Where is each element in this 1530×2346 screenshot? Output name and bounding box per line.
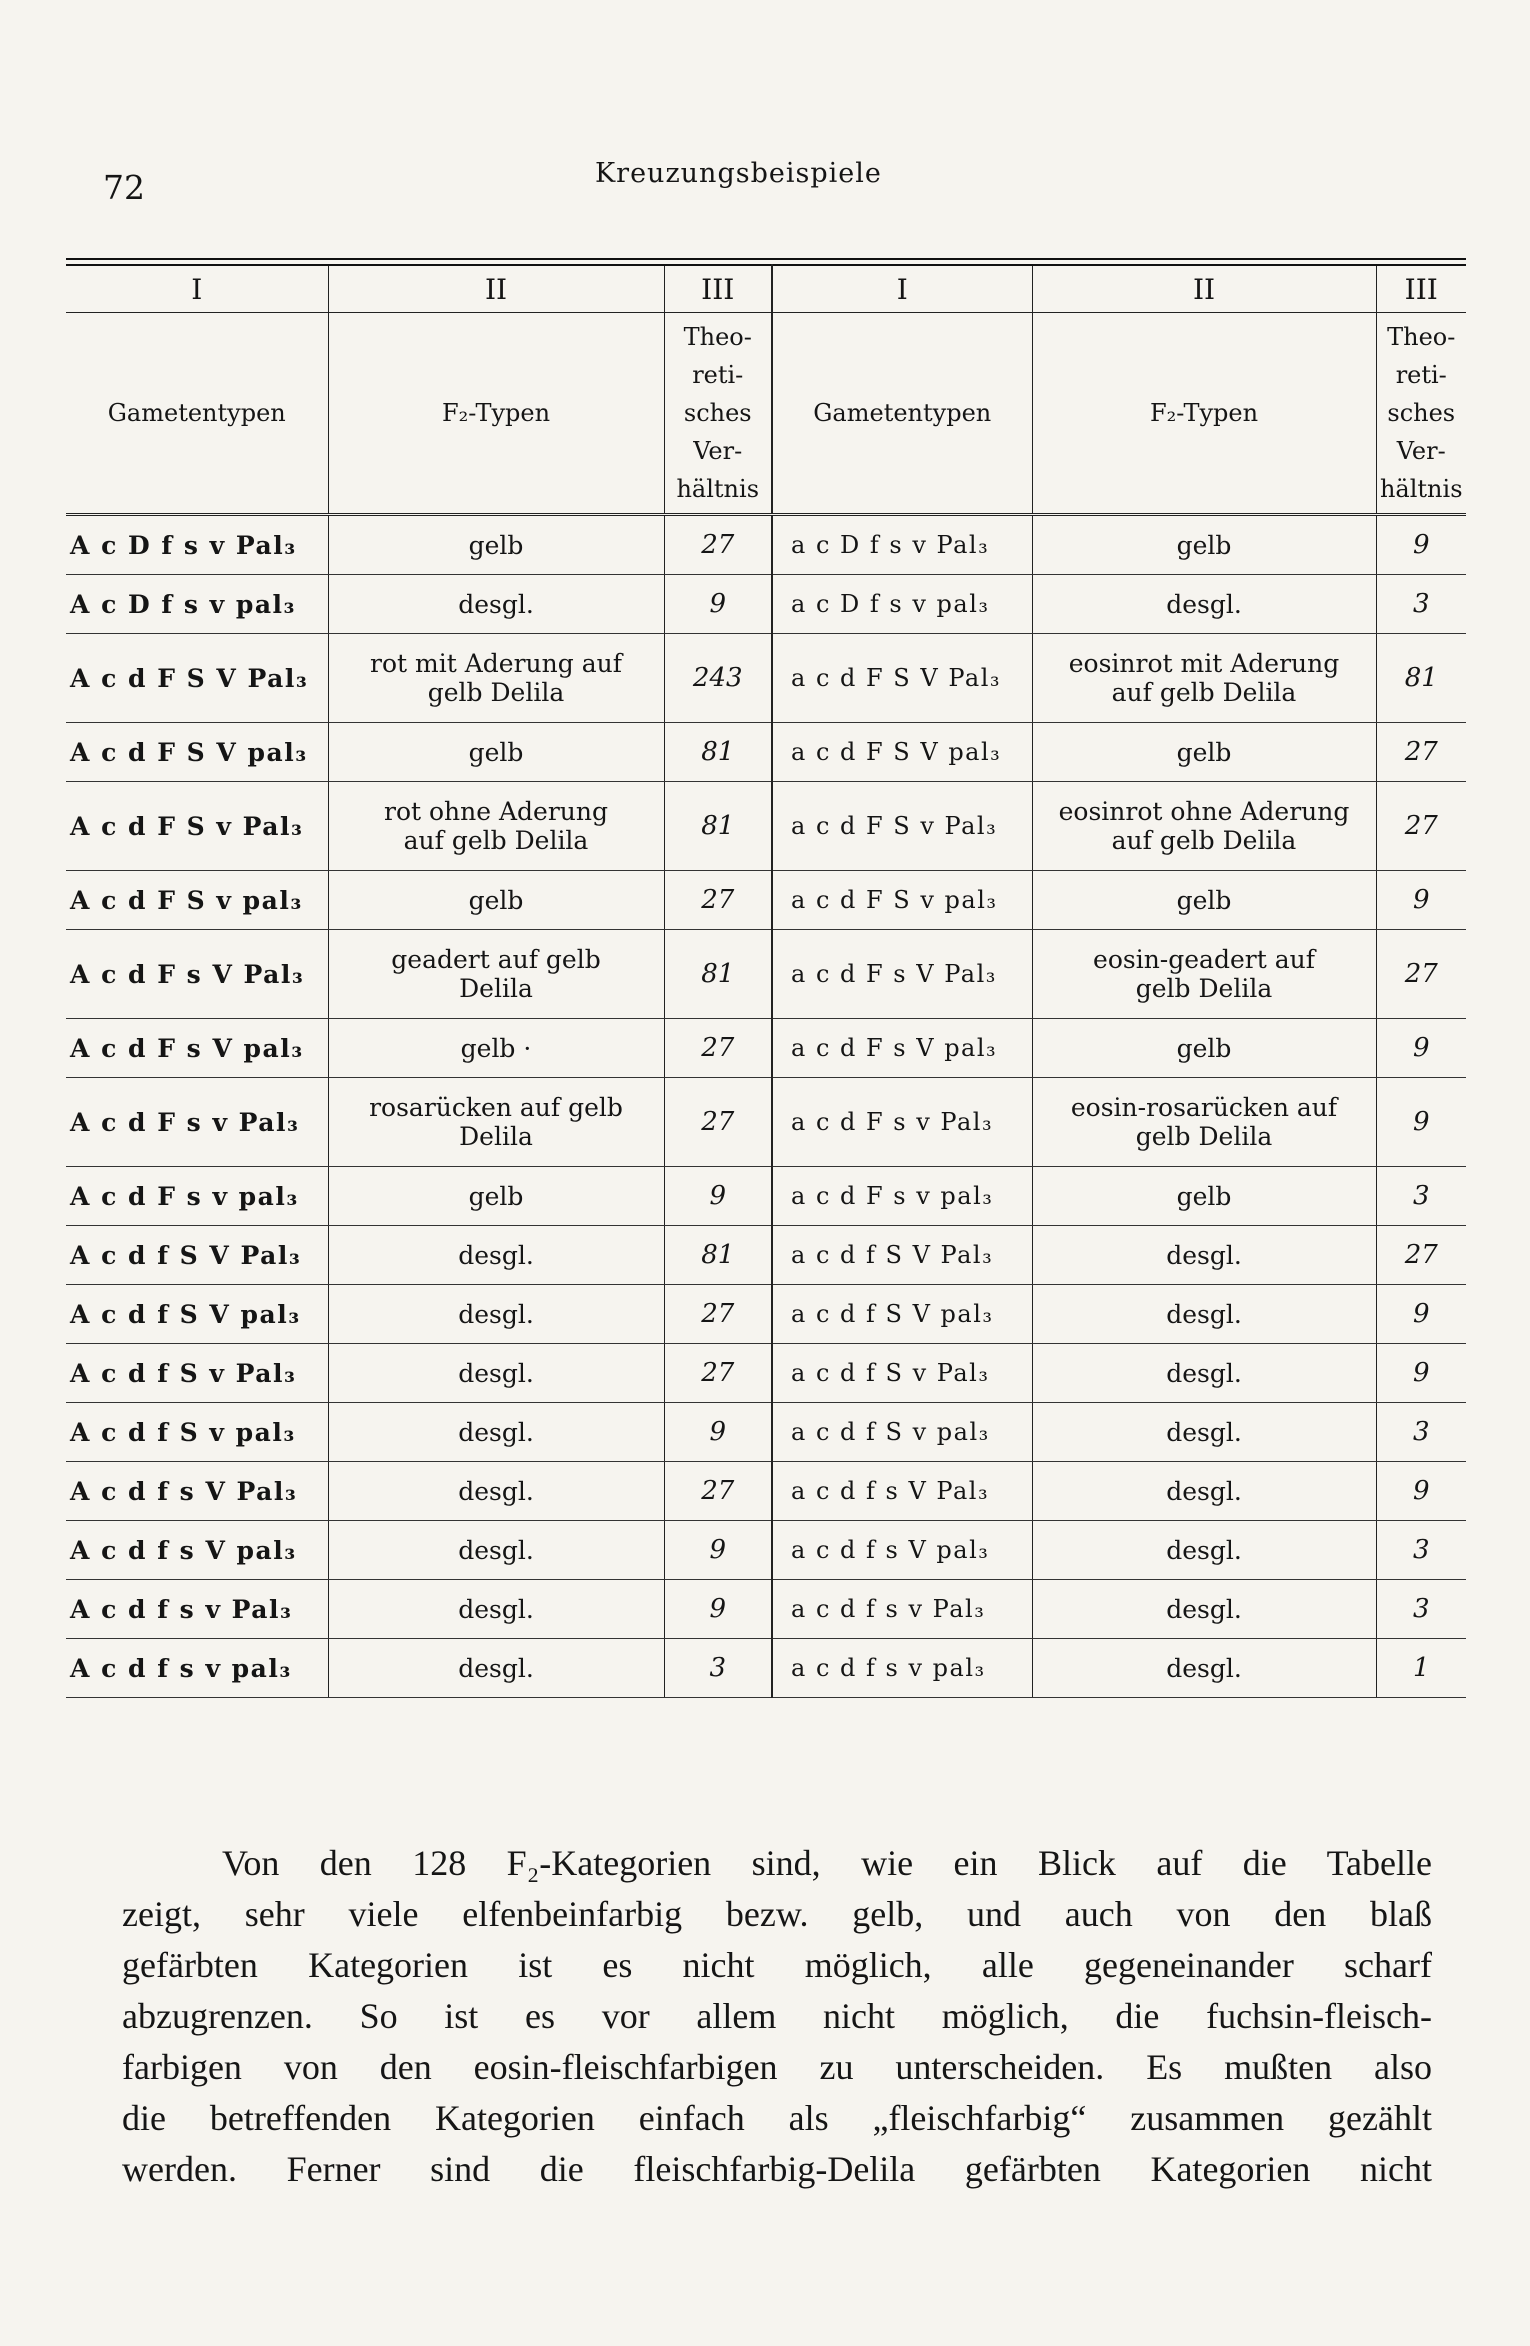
table-body xyxy=(66,515,1466,1698)
ratio-cell: 9 xyxy=(664,1580,772,1639)
f2-type-cell xyxy=(328,634,664,723)
f2-type-cell xyxy=(1032,1344,1376,1403)
f2-type-line: rosarücken auf gelb xyxy=(369,1093,623,1122)
f2-type-line: gelb xyxy=(468,737,524,767)
gamete-type-cell: A c d F s V pal₃ xyxy=(66,1019,328,1078)
table-row xyxy=(66,782,1466,871)
f2-type-line: eosinrot mit Aderung xyxy=(1068,649,1340,678)
f2-type-cell xyxy=(328,1580,664,1639)
table-row xyxy=(66,1019,1466,1078)
f2-type-line: geadert auf gelb xyxy=(391,945,601,974)
paragraph-line: die betreffenden Kategorien einfach als „fleischfarbig“ zusammen gezählt xyxy=(122,2098,1432,2138)
gamete-table xyxy=(66,264,1466,1698)
roman-header-row xyxy=(66,265,1466,313)
header-f2-types: F₂-Typen xyxy=(328,313,664,515)
gamete-type-cell: a c d F s v Pal₃ xyxy=(772,1078,1032,1167)
f2-type-line: gelb xyxy=(1176,737,1232,767)
gamete-type-cell: a c d F s v pal₃ xyxy=(772,1167,1032,1226)
f2-type-cell xyxy=(328,930,664,1019)
paragraph-line: werden. Ferner sind die fleischfarbig-Delila gefärbten Kategorien nicht xyxy=(122,2149,1432,2189)
f2-type-line: desgl. xyxy=(1166,1358,1242,1388)
running-head: Kreuzungsbeispiele xyxy=(595,158,882,189)
f2-type-line: gelb xyxy=(1176,530,1232,560)
gamete-type-cell: A c d F s v Pal₃ xyxy=(66,1078,328,1167)
gamete-type-cell: a c d F S V Pal₃ xyxy=(772,634,1032,723)
f2-type-line: desgl. xyxy=(1166,1653,1242,1683)
gamete-type-cell: a c d F S V pal₃ xyxy=(772,723,1032,782)
f2-type-line: gelb · xyxy=(460,1033,532,1063)
ratio-cell: 9 xyxy=(664,1521,772,1580)
gamete-type-cell: A c d f S V Pal₃ xyxy=(66,1226,328,1285)
gamete-type-cell: a c D f s v pal₃ xyxy=(772,575,1032,634)
f2-type-line: desgl. xyxy=(1166,1476,1242,1506)
f2-type-line: desgl. xyxy=(458,1240,534,1270)
header-ratio xyxy=(1376,313,1466,515)
f2-type-line: desgl. xyxy=(458,1653,534,1683)
ratio-cell: 27 xyxy=(1376,723,1466,782)
gamete-type-cell: A c d f S v Pal₃ xyxy=(66,1344,328,1403)
ratio-cell: 9 xyxy=(1376,1344,1466,1403)
gamete-type-cell: A c d F s v pal₃ xyxy=(66,1167,328,1226)
f2-type-cell xyxy=(328,575,664,634)
table-row xyxy=(66,1580,1466,1639)
f2-type-line: desgl. xyxy=(1166,589,1242,619)
paragraph-line: farbigen von den eosin-fleischfarbigen zu unterscheiden. Es mußten also xyxy=(122,2047,1432,2087)
gamete-type-cell: A c d F S V Pal₃ xyxy=(66,634,328,723)
f2-type-line: gelb xyxy=(468,1181,524,1211)
f2-type-line: auf gelb Delila xyxy=(1111,826,1297,855)
table-top-rule xyxy=(66,258,1466,260)
f2-type-cell xyxy=(1032,871,1376,930)
f2-type-cell xyxy=(1032,782,1376,871)
gamete-type-cell: A c d f S v pal₃ xyxy=(66,1403,328,1462)
gamete-type-cell: a c d F s V Pal₃ xyxy=(772,930,1032,1019)
header-ratio-line: Theo- xyxy=(1387,323,1456,351)
f2-type-line: eosin-rosarücken auf xyxy=(1070,1093,1338,1122)
gamete-type-cell: a c d F s V pal₃ xyxy=(772,1019,1032,1078)
gamete-type-cell: A c d f s V Pal₃ xyxy=(66,1462,328,1521)
f2-type-line: desgl. xyxy=(1166,1240,1242,1270)
f2-type-cell xyxy=(328,1285,664,1344)
roman-numeral: III xyxy=(1376,265,1466,313)
ratio-cell: 1 xyxy=(1376,1639,1466,1698)
f2-type-line: gelb xyxy=(468,885,524,915)
ratio-cell: 81 xyxy=(664,930,772,1019)
f2-type-line: desgl. xyxy=(1166,1594,1242,1624)
ratio-cell: 3 xyxy=(1376,1580,1466,1639)
f2-type-line: desgl. xyxy=(1166,1299,1242,1329)
ratio-cell: 27 xyxy=(664,1019,772,1078)
header-ratio-line: hältnis xyxy=(676,475,760,503)
table-row xyxy=(66,1462,1466,1521)
f2-type-line: gelb Delila xyxy=(1135,974,1273,1003)
f2-type-cell xyxy=(328,782,664,871)
f2-type-cell xyxy=(328,1521,664,1580)
ratio-cell: 27 xyxy=(1376,782,1466,871)
header-f2-types: F₂-Typen xyxy=(1032,313,1376,515)
f2-type-cell xyxy=(328,1167,664,1226)
roman-numeral: II xyxy=(328,265,664,313)
f2-type-line: desgl. xyxy=(1166,1417,1242,1447)
gamete-type-cell: A c d f s v Pal₃ xyxy=(66,1580,328,1639)
header-ratio xyxy=(664,313,772,515)
f2-type-line: auf gelb Delila xyxy=(1111,678,1297,707)
f2-type-line: rot mit Aderung auf xyxy=(370,649,622,678)
header-ratio-line: Ver- xyxy=(1396,437,1446,465)
gamete-type-cell: a c d f S V pal₃ xyxy=(772,1285,1032,1344)
f2-type-cell xyxy=(328,1462,664,1521)
gamete-type-cell: a c d f s v Pal₃ xyxy=(772,1580,1032,1639)
f2-type-cell xyxy=(1032,1078,1376,1167)
ratio-cell: 3 xyxy=(1376,575,1466,634)
f2-type-line: desgl. xyxy=(458,1299,534,1329)
ratio-cell: 81 xyxy=(664,1226,772,1285)
f2-type-cell xyxy=(328,723,664,782)
body-paragraph xyxy=(122,1838,1432,2195)
ratio-cell: 9 xyxy=(1376,871,1466,930)
f2-type-cell xyxy=(328,1019,664,1078)
ratio-cell: 9 xyxy=(1376,1462,1466,1521)
ratio-cell: 27 xyxy=(664,871,772,930)
gamete-type-cell: a c D f s v Pal₃ xyxy=(772,515,1032,575)
f2-type-line: gelb Delila xyxy=(1135,1122,1273,1151)
f2-type-cell xyxy=(328,871,664,930)
column-header-row xyxy=(66,313,1466,515)
f2-type-cell xyxy=(328,1403,664,1462)
f2-type-line: desgl. xyxy=(458,1535,534,1565)
gamete-type-cell: A c d f S V pal₃ xyxy=(66,1285,328,1344)
f2-type-cell xyxy=(328,1344,664,1403)
gamete-type-cell: A c d f s v pal₃ xyxy=(66,1639,328,1698)
f2-type-line: gelb xyxy=(1176,885,1232,915)
ratio-cell: 9 xyxy=(1376,1078,1466,1167)
f2-type-line: Delila xyxy=(459,1122,533,1151)
ratio-cell: 243 xyxy=(664,634,772,723)
ratio-cell: 9 xyxy=(1376,515,1466,575)
gamete-type-cell: a c d f s v pal₃ xyxy=(772,1639,1032,1698)
gamete-type-cell: a c d f s V Pal₃ xyxy=(772,1462,1032,1521)
ratio-cell: 3 xyxy=(1376,1521,1466,1580)
paragraph-line: Von den 128 F₂-Kategorien sind, wie ein Blick auf die Tabelle xyxy=(222,1843,1432,1883)
f2-type-cell xyxy=(1032,634,1376,723)
ratio-cell: 27 xyxy=(664,1344,772,1403)
ratio-cell: 81 xyxy=(664,782,772,871)
f2-type-cell xyxy=(1032,515,1376,575)
header-ratio-line: sches xyxy=(1387,399,1456,427)
gamete-type-cell: a c d f s V pal₃ xyxy=(772,1521,1032,1580)
f2-type-line: gelb Delila xyxy=(427,678,565,707)
gamete-type-cell: A c D f s v Pal₃ xyxy=(66,515,328,575)
table-row xyxy=(66,871,1466,930)
table-row xyxy=(66,1521,1466,1580)
f2-type-line: gelb xyxy=(468,530,524,560)
f2-type-cell xyxy=(328,1226,664,1285)
ratio-cell: 27 xyxy=(664,515,772,575)
f2-type-line: gelb xyxy=(1176,1181,1232,1211)
table-row xyxy=(66,930,1466,1019)
table-row xyxy=(66,575,1466,634)
roman-numeral: III xyxy=(664,265,772,313)
header-gametes: Gametentypen xyxy=(772,313,1032,515)
f2-type-line: gelb xyxy=(1176,1033,1232,1063)
ratio-cell: 9 xyxy=(664,575,772,634)
table-row xyxy=(66,1639,1466,1698)
gamete-type-cell: a c d F S v Pal₃ xyxy=(772,782,1032,871)
paragraph-line: gefärbten Kategorien ist es nicht möglich, alle gegeneinander scharf xyxy=(122,1945,1432,1985)
ratio-cell: 81 xyxy=(1376,634,1466,723)
gamete-type-cell: a c d f S V Pal₃ xyxy=(772,1226,1032,1285)
ratio-cell: 9 xyxy=(1376,1019,1466,1078)
table-row xyxy=(66,1403,1466,1462)
f2-type-cell xyxy=(1032,1403,1376,1462)
gamete-type-cell: A c d F s V Pal₃ xyxy=(66,930,328,1019)
gamete-type-cell: A c d f s V pal₃ xyxy=(66,1521,328,1580)
f2-type-cell xyxy=(1032,1167,1376,1226)
ratio-cell: 27 xyxy=(664,1078,772,1167)
ratio-cell: 9 xyxy=(664,1403,772,1462)
header-ratio-line: hältnis xyxy=(1379,475,1463,503)
ratio-cell: 27 xyxy=(1376,930,1466,1019)
f2-type-cell xyxy=(328,515,664,575)
ratio-cell: 3 xyxy=(664,1639,772,1698)
ratio-cell: 3 xyxy=(1376,1167,1466,1226)
f2-type-cell xyxy=(1032,1285,1376,1344)
header-gametes: Gametentypen xyxy=(66,313,328,515)
f2-type-cell xyxy=(1032,1580,1376,1639)
f2-type-cell xyxy=(1032,930,1376,1019)
f2-type-cell xyxy=(1032,723,1376,782)
table-row xyxy=(66,723,1466,782)
ratio-cell: 81 xyxy=(664,723,772,782)
header-ratio-line: sches xyxy=(683,399,752,427)
gamete-type-cell: A c d F S v pal₃ xyxy=(66,871,328,930)
gamete-type-cell: A c D f s v pal₃ xyxy=(66,575,328,634)
table-row xyxy=(66,1285,1466,1344)
gamete-type-cell: a c d f S v pal₃ xyxy=(772,1403,1032,1462)
f2-type-line: desgl. xyxy=(458,1417,534,1447)
ratio-cell: 27 xyxy=(664,1285,772,1344)
f2-type-cell xyxy=(328,1639,664,1698)
table-row xyxy=(66,1344,1466,1403)
header-ratio-line: reti- xyxy=(692,361,744,389)
ratio-cell: 9 xyxy=(664,1167,772,1226)
gamete-type-cell: A c d F S V pal₃ xyxy=(66,723,328,782)
f2-type-cell xyxy=(1032,1521,1376,1580)
f2-type-line: desgl. xyxy=(458,1476,534,1506)
table-row xyxy=(66,634,1466,723)
header-ratio-line: reti- xyxy=(1395,361,1447,389)
f2-type-cell xyxy=(1032,575,1376,634)
f2-type-line: desgl. xyxy=(458,1358,534,1388)
ratio-cell: 27 xyxy=(664,1462,772,1521)
header-ratio-line: Theo- xyxy=(683,323,752,351)
gamete-table-wrapper xyxy=(66,258,1466,1698)
f2-type-cell xyxy=(1032,1019,1376,1078)
f2-type-line: desgl. xyxy=(458,589,534,619)
f2-type-line: rot ohne Aderung xyxy=(384,797,608,826)
f2-type-cell xyxy=(328,1078,664,1167)
roman-numeral: II xyxy=(1032,265,1376,313)
f2-type-line: auf gelb Delila xyxy=(403,826,589,855)
f2-type-line: desgl. xyxy=(458,1594,534,1624)
gamete-type-cell: a c d F S v pal₃ xyxy=(772,871,1032,930)
f2-type-line: eosin-geadert auf xyxy=(1093,945,1315,974)
roman-numeral: I xyxy=(66,265,328,313)
ratio-cell: 3 xyxy=(1376,1403,1466,1462)
gamete-type-cell: A c d F S v Pal₃ xyxy=(66,782,328,871)
table-row xyxy=(66,1078,1466,1167)
page-number: 72 xyxy=(103,168,145,207)
paragraph-line: zeigt, sehr viele elfenbeinfarbig bezw. gelb, und auch von den blaß xyxy=(122,1894,1432,1934)
ratio-cell: 27 xyxy=(1376,1226,1466,1285)
table-row xyxy=(66,515,1466,575)
f2-type-cell xyxy=(1032,1462,1376,1521)
gamete-type-cell: a c d f S v Pal₃ xyxy=(772,1344,1032,1403)
roman-numeral: I xyxy=(772,265,1032,313)
f2-type-line: Delila xyxy=(459,974,533,1003)
f2-type-line: desgl. xyxy=(1166,1535,1242,1565)
f2-type-cell xyxy=(1032,1226,1376,1285)
table-row xyxy=(66,1167,1466,1226)
f2-type-line: eosinrot ohne Aderung xyxy=(1058,797,1350,826)
paragraph-line: abzugrenzen. So ist es vor allem nicht möglich, die fuchsin-fleisch- xyxy=(122,1996,1432,2036)
header-ratio-line: Ver- xyxy=(693,437,743,465)
ratio-cell: 9 xyxy=(1376,1285,1466,1344)
f2-type-cell xyxy=(1032,1639,1376,1698)
table-row xyxy=(66,1226,1466,1285)
